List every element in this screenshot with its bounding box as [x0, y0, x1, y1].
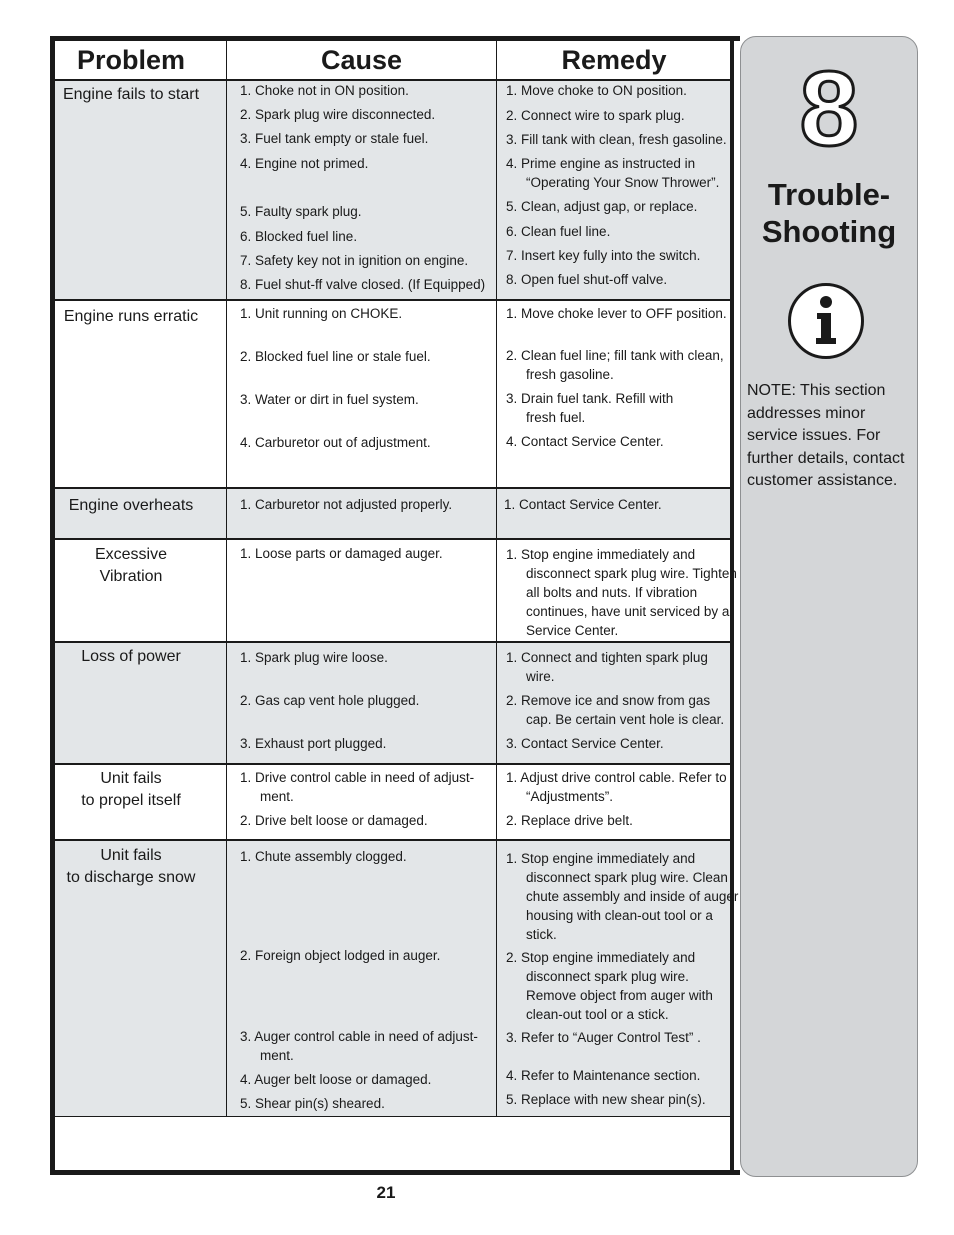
cause-item: 5. Shear pin(s) sheared.: [240, 1096, 385, 1111]
header-problem: Problem: [76, 45, 186, 75]
remedy-item: 3. Drain fuel tank. Refill with fresh fuel.: [506, 391, 674, 425]
remedy-item: 2. Clean fuel line; fill tank with clean, fresh gasoline.: [506, 348, 724, 382]
remedy-item: 5. Clean, adjust gap, or replace.: [506, 199, 698, 214]
remedy-item: 6. Clean fuel line.: [506, 224, 611, 239]
cause-item: 1. Chute assembly clogged.: [240, 849, 407, 864]
cause-item: 7. Safety key not in ignition on engine.: [240, 253, 469, 268]
remedy-item: 1. Stop engine immediately and disconnect spark plug wire. Clean chute assembly and inside of auger housing with clean-out tool or a stick.: [506, 851, 739, 942]
header-remedy: Remedy: [561, 45, 667, 75]
problem-cell: Engine fails to start: [62, 86, 200, 103]
problem-cell: Unit fails to propel itself: [81, 770, 181, 809]
cause-item: 2. Blocked fuel line or stale fuel.: [240, 349, 431, 364]
cause-item: 1. Spark plug wire loose.: [240, 650, 388, 665]
cause-item: 2. Drive belt loose or damaged.: [240, 813, 428, 828]
cause-item: 4. Carburetor out of adjustment.: [240, 435, 431, 450]
cause-item: 2. Spark plug wire disconnected.: [240, 107, 436, 122]
cause-item: 1. Choke not in ON position.: [240, 83, 409, 98]
header-cause: Cause: [320, 45, 403, 75]
cause-item: 6. Blocked fuel line.: [240, 229, 358, 244]
remedy-item: 1. Contact Service Center.: [504, 497, 662, 512]
remedy-item: 2. Remove ice and snow from gas cap. Be certain vent hole is clear.: [506, 693, 725, 727]
remedy-item: 1. Move choke lever to OFF position.: [506, 306, 727, 321]
remedy-item: 8. Open fuel shut-off valve.: [506, 272, 668, 287]
cause-item: 1. Drive control cable in need of adjust- ment.: [240, 770, 475, 804]
cause-item: 3. Auger control cable in need of adjust- ment.: [240, 1029, 478, 1063]
remedy-item: 1. Move choke to ON position.: [506, 83, 687, 98]
cause-item: 1. Loose parts or damaged auger.: [240, 546, 443, 561]
section-title: Trouble- Shooting: [761, 177, 897, 249]
cause-item: 3. Fuel tank empty or stale fuel.: [240, 131, 429, 146]
remedy-item: 3. Contact Service Center.: [506, 736, 664, 751]
problem-cell: Engine overheats: [68, 497, 194, 514]
remedy-item: 4. Contact Service Center.: [506, 434, 664, 449]
remedy-item: 2. Stop engine immediately and disconnect spark plug wire. Remove object from auger with clean-out tool or a stick.: [506, 950, 713, 1022]
info-icon: [787, 282, 865, 360]
remedy-item: 1. Adjust drive control cable. Refer to “Adjustments”.: [506, 770, 727, 804]
cause-item: 2. Foreign object lodged in auger.: [240, 948, 441, 963]
problem-cell: Excessive Vibration: [94, 546, 168, 585]
remedy-item: 3. Refer to “Auger Control Test” .: [506, 1030, 701, 1045]
remedy-item: 2. Replace drive belt.: [506, 813, 633, 828]
cause-item: 3. Exhaust port plugged.: [240, 736, 387, 751]
cause-item: 1. Unit running on CHOKE.: [240, 306, 403, 321]
remedy-item: 2. Connect wire to spark plug.: [506, 108, 685, 123]
problem-cell: Engine runs erratic: [63, 308, 199, 325]
cause-item: 3. Water or dirt in fuel system.: [240, 392, 419, 407]
cause-item: 8. Fuel shut-ff valve closed. (If Equipped): [240, 277, 486, 292]
problem-cell: Loss of power: [81, 648, 181, 665]
remedy-item: 7. Insert key fully into the switch.: [506, 248, 701, 263]
cause-item: 4. Engine not primed.: [240, 156, 369, 171]
remedy-item: 4. Refer to Maintenance section.: [506, 1068, 701, 1083]
cause-item: 5. Faulty spark plug.: [240, 204, 362, 219]
chapter-number: 8: [799, 50, 859, 168]
remedy-item: 1. Connect and tighten spark plug wire.: [506, 650, 708, 684]
section-note: NOTE: This section addresses minor service issues. For further details, contact customer assistance.: [747, 382, 905, 489]
cause-item: 4. Auger belt loose or damaged.: [240, 1072, 432, 1087]
remedy-item: 4. Prime engine as instructed in “Operating Your Snow Thrower”.: [506, 156, 720, 190]
page-number: 21: [376, 1183, 396, 1202]
remedy-item: 5. Replace with new shear pin(s).: [506, 1092, 706, 1107]
remedy-item: 1. Stop engine immediately and disconnect spark plug wire. Tighten all bolts and nuts. If vibration continues, have unit serviced by a Service Center.: [506, 547, 737, 638]
remedy-item: 3. Fill tank with clean, fresh gasoline.: [506, 132, 727, 147]
cause-item: 2. Gas cap vent hole plugged.: [240, 693, 420, 708]
cause-item: 1. Carburetor not adjusted properly.: [240, 497, 453, 512]
problem-cell: Unit fails to discharge snow: [66, 847, 196, 886]
